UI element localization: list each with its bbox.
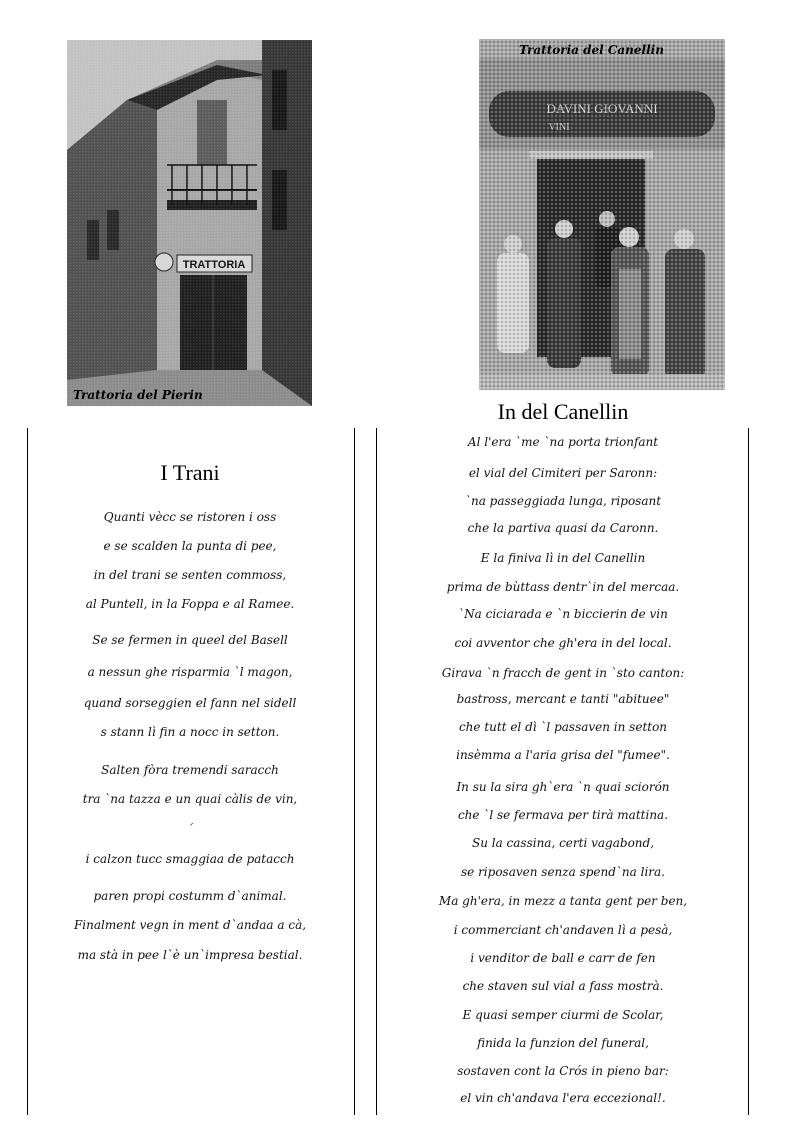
poem-line: che tutt el dì `l passaven in setton (458, 720, 668, 734)
right-column-rule-right (748, 428, 749, 1115)
poem-line: ´ (187, 822, 193, 836)
poem-title-in-del-canellin: In del Canellin (497, 399, 629, 424)
right-column-rule-left (376, 428, 377, 1115)
poem-line: al Puntell, in la Foppa e al Ramee. (85, 597, 295, 611)
poem-line: che `l se fermava per tirà mattina. (457, 808, 669, 822)
poem-line: e se scalden la punta di pee, (103, 539, 277, 553)
poem-in-del-canellin (413, 0, 713, 1132)
poem-line: coi avventor che gh'era in del local. (454, 636, 672, 650)
poem-line: Quanti vècc se ristoren i oss (103, 510, 277, 524)
poem-line: se riposaven senza spend`na lira. (461, 865, 665, 879)
poem-line: che la partiva quasi da Caronn. (467, 521, 659, 535)
poem-line: quand sorseggien el fann nel sidell (83, 696, 297, 710)
poem-line: sostaven cont la Crós in pieno bar: (457, 1064, 669, 1078)
poem-line: i venditor de ball e carr de fen (470, 951, 656, 965)
photo-caption-canellin: Trattoria del Canellin (519, 43, 664, 57)
poem-line: `Na ciciarada e `n biccierin de vin (458, 607, 668, 621)
poem-line: E quasi semper ciurmi de Scolar, (462, 1008, 664, 1022)
poem-line: Girava `n fracch de gent in `sto canton: (441, 666, 685, 680)
poem-line: bastross, mercant e tanti "abituee" (456, 692, 670, 706)
poem-line: Al l'era `me `na porta trionfant (467, 435, 659, 449)
poem-line: Se se fermen in queel del Basell (92, 633, 288, 647)
poem-line: el vial del Cimiteri per Saronn: (468, 466, 658, 480)
poem-line: che staven sul vial a fass mostrà. (462, 979, 664, 993)
poem-line: s stann lì fin a nocc in setton. (100, 725, 280, 739)
poem-line: Finalment vegn in ment d`andaa a cà, (73, 918, 307, 932)
poem-line: E la finiva lì in del Canellin (480, 551, 646, 565)
left-column-rule-left (27, 428, 28, 1115)
poem-line: i calzon tucc smaggiaa de patacch (85, 852, 295, 866)
poem-line: finida la funzion del funeral, (477, 1036, 649, 1050)
poem-line: ma stà in pee l`è un`impresa bestial. (77, 948, 303, 962)
poem-line: in del trani se senten commoss, (93, 568, 287, 582)
poem-line: In su la sira gh`era `n quai sciorón (456, 780, 670, 794)
poem-line: Ma gh'era, in mezz a tanta gent per ben, (438, 894, 688, 908)
poem-line: paren propi costumm d`animal. (93, 889, 287, 903)
poem-line: el vin ch'andava l'era eccezional!. (460, 1091, 666, 1105)
poem-line: `na passeggiada lunga, riposant (464, 494, 662, 508)
poem-line: Salten fòra tremendi saracch (101, 763, 279, 777)
poem-line: a nessun ghe risparmia `l magon, (87, 665, 293, 679)
poem-i-trani (40, 0, 340, 1132)
left-column-rule-right (354, 428, 355, 1115)
poem-line: Su la cassina, certi vagabond, (471, 836, 655, 850)
photo-caption-pierin: Trattoria del Pierin (73, 388, 203, 402)
poem-title-i-trani: I Trani (160, 460, 220, 485)
poem-line: i commerciant ch'andaven lì a pesà, (453, 923, 673, 937)
poem-line: tra `na tazza e un quai càlis de vin, (82, 792, 298, 806)
poem-line: insèmma a l'aria grisa del "fumee". (456, 748, 670, 762)
poem-line: prima de bùttass dentr`in del mercaa. (446, 580, 680, 594)
